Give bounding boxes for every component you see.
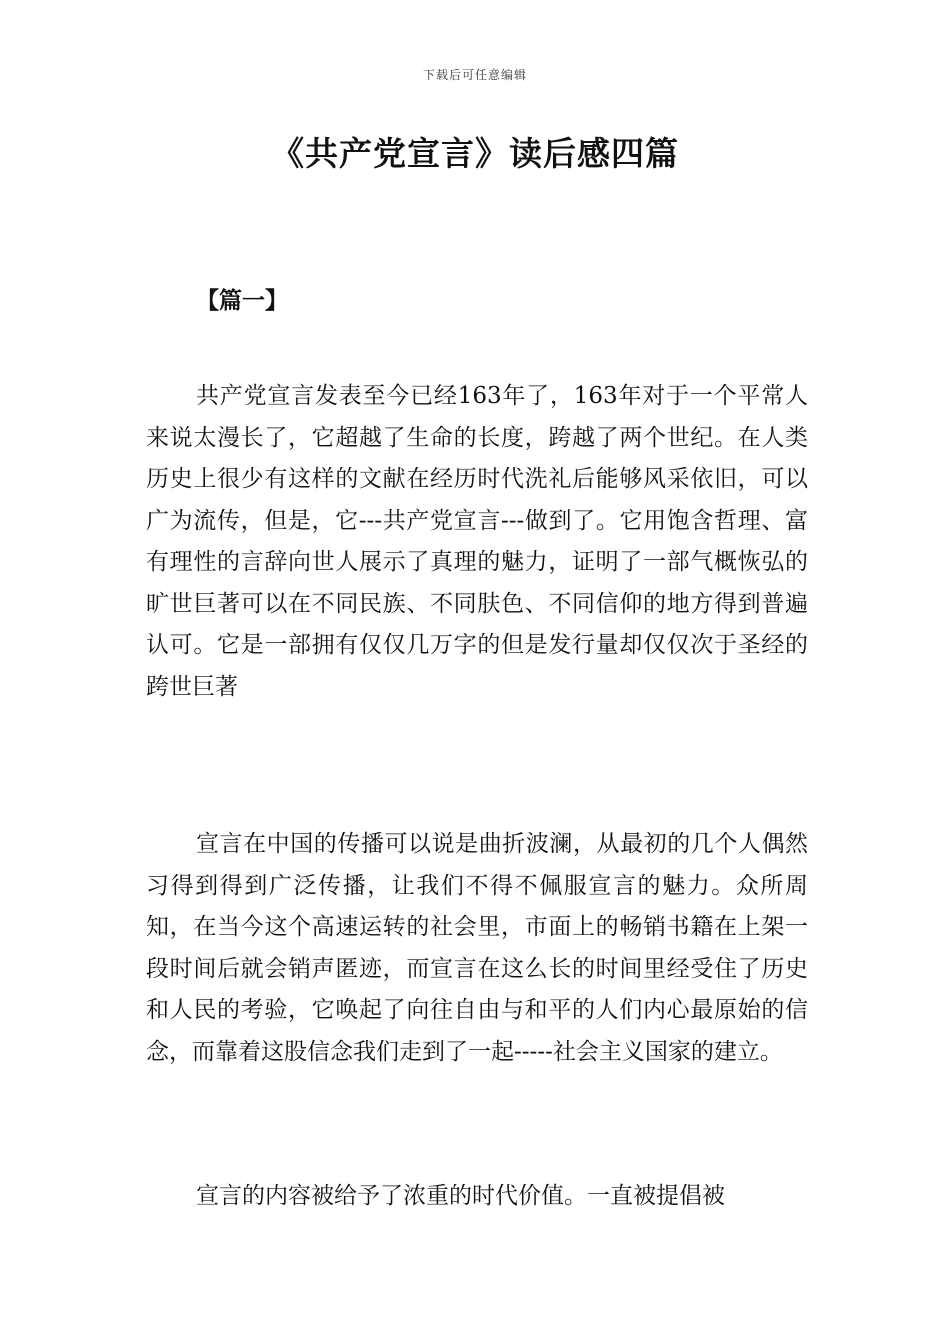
paragraph-1: 共产党宣言发表至今已经163年了，163年对于一个平常人来说太漫长了，它超越了生命的长度，跨越了两个世纪。在人类历史上很少有这样的文献在经历时代洗礼后能够风采依旧，可以广为流传，但是，它---共产党宣言---做到了。它用饱含哲理、富有理性的言辞向世人展示了真理的魅力，证明了一部气概恢弘的旷世巨著可以在不同民族、不同肤色、不同信仰的地方得到普遍认可。它是一部拥有仅仅几万字的但是发行量却仅仅次于圣经的跨世巨著 <box>146 383 808 700</box>
section-label: 【篇一】 <box>196 288 288 314</box>
document-title: 《共产党宣言》读后感四篇 <box>271 134 679 173</box>
paragraph-3: 宣言的内容被给予了浓重的时代价值。一直被提倡被 <box>196 1183 725 1209</box>
header-note: 下载后可任意编辑 <box>422 68 527 82</box>
paragraph-2: 宣言在中国的传播可以说是曲折波澜，从最初的几个人偶然习得到得到广泛传播，让我们不得不佩服宣言的魅力。众所周知，在当今这个高速运转的社会里，市面上的畅销书籍在上架一段时间后就会销声匿迹，而宣言在这么长的时间里经受住了历史和人民的考验，它唤起了向往自由与和平的人们内心最原始的信念，而靠着这股信念我们走到了一起-----社会主义国家的建立。 <box>146 831 808 1065</box>
